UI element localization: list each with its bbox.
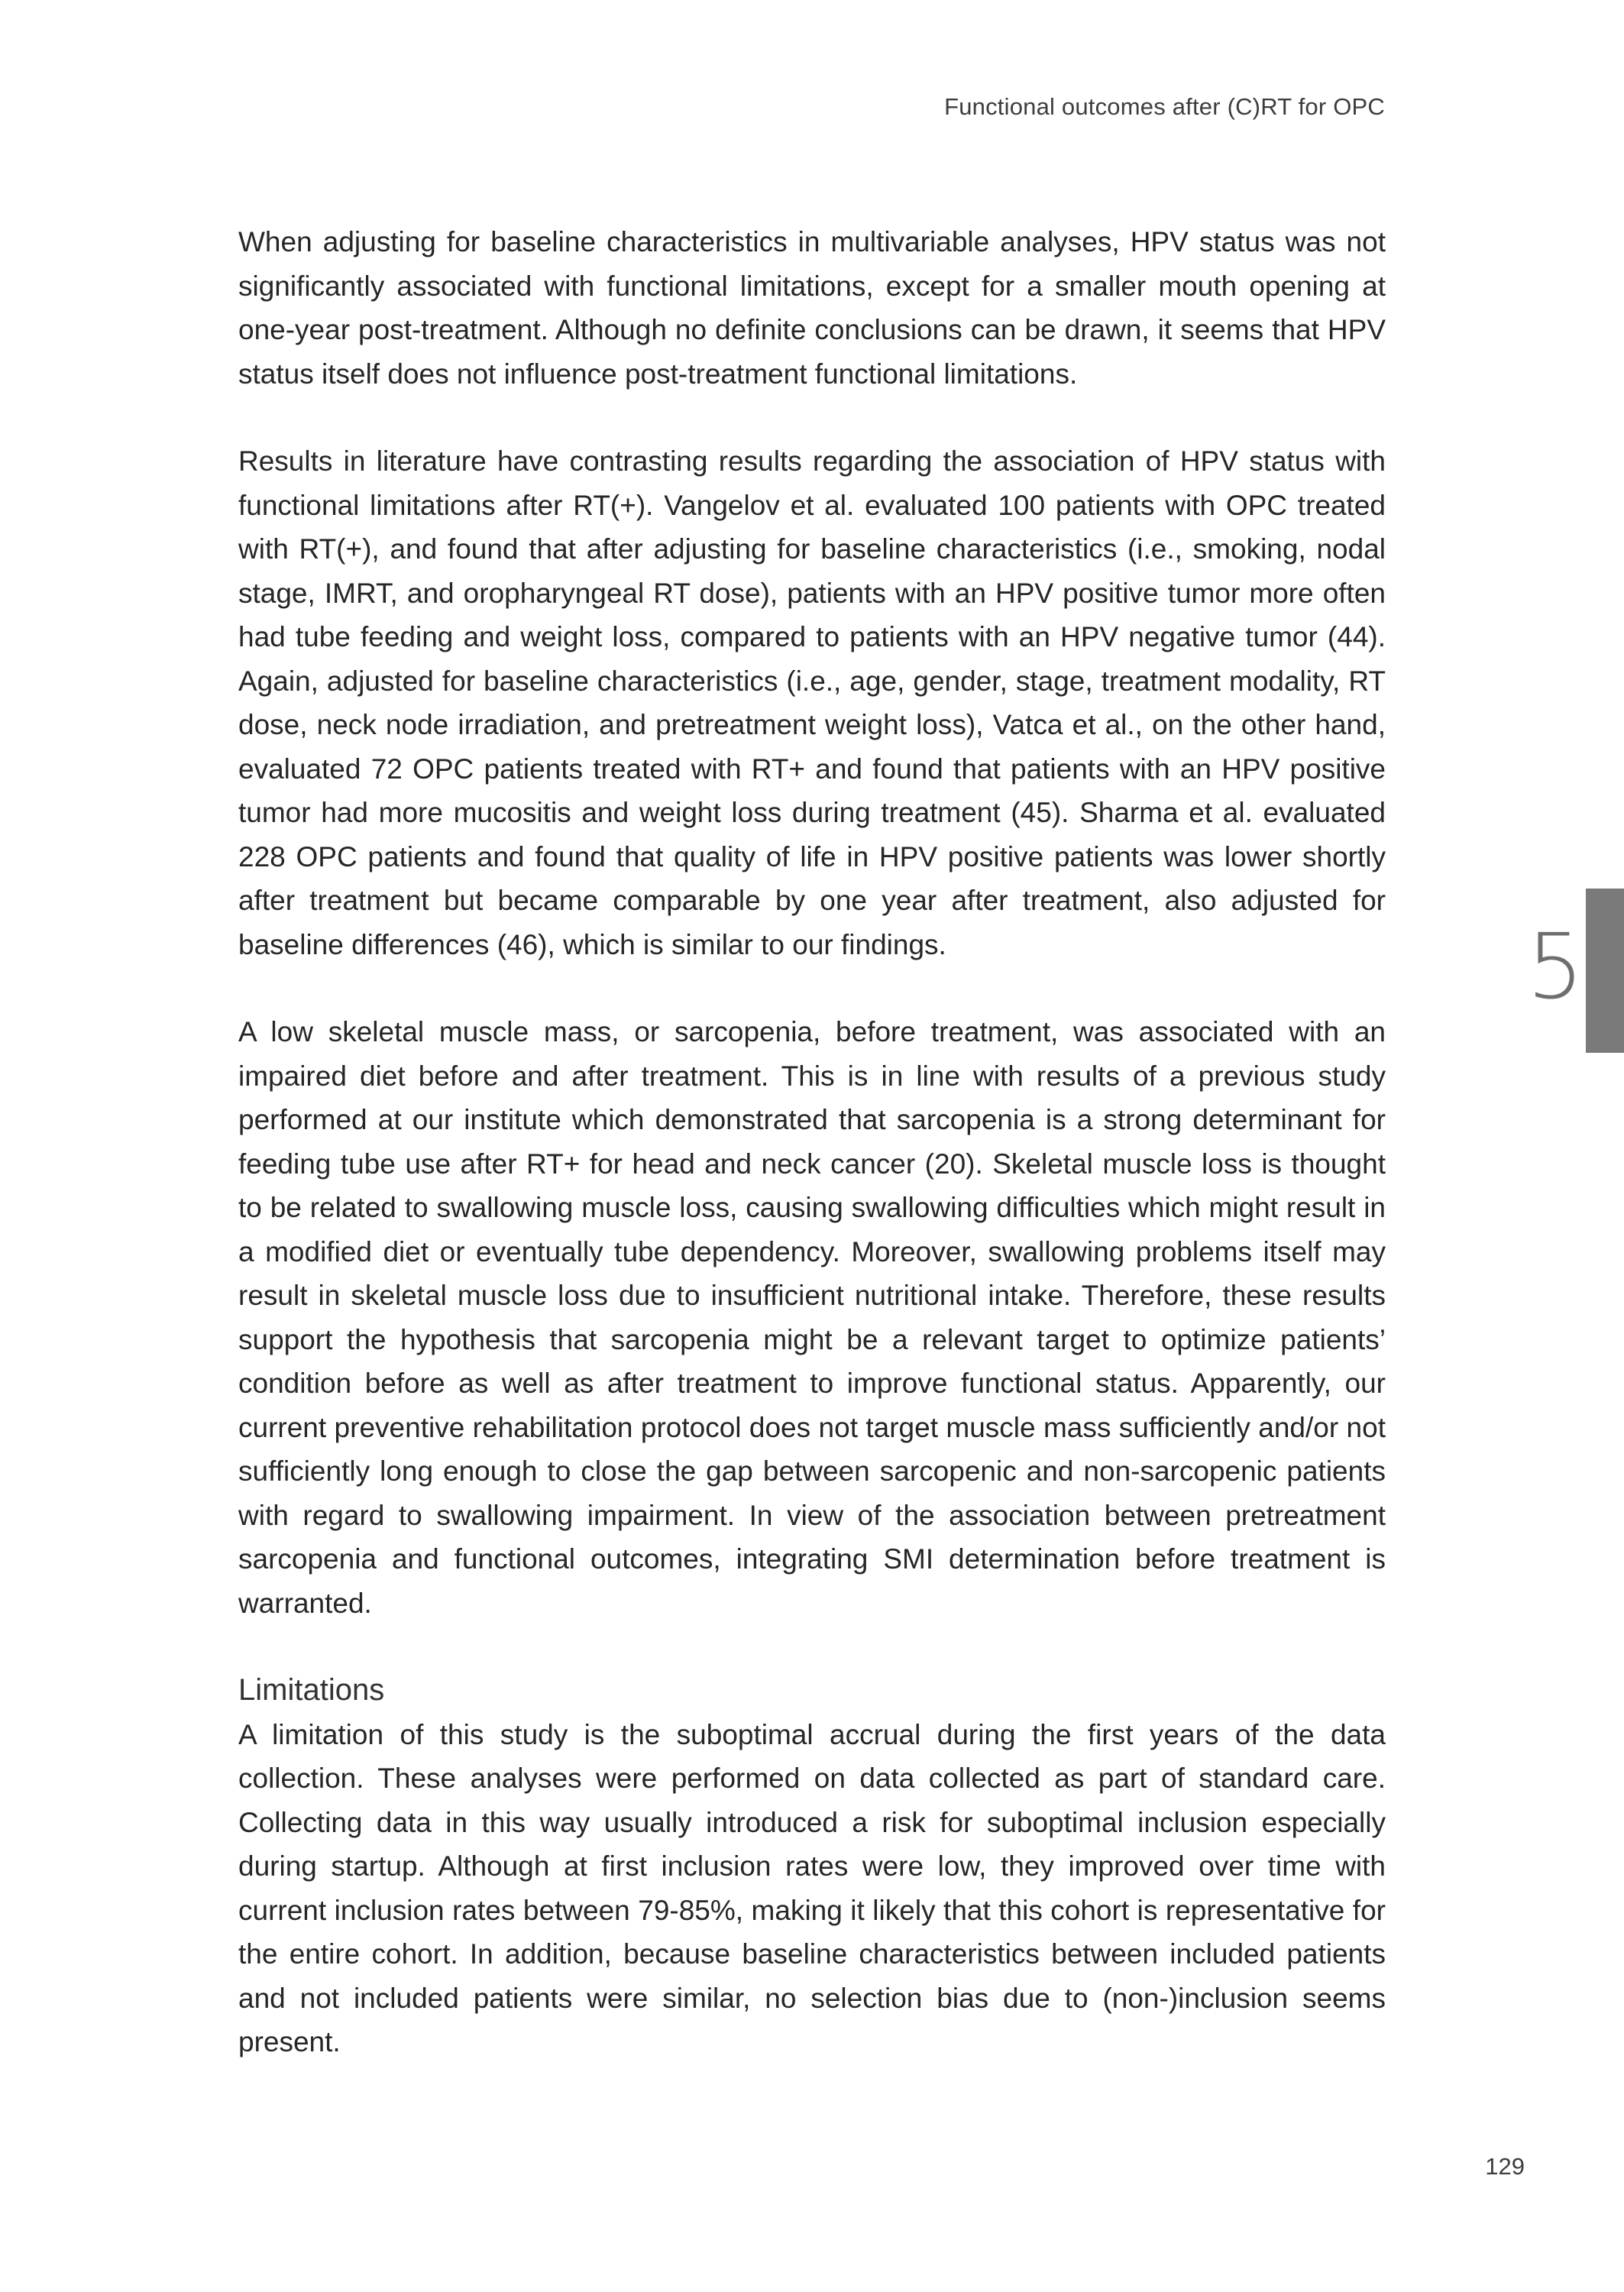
chapter-number: 5 xyxy=(1526,914,1584,1019)
paragraph-limitations: A limitation of this study is the suboptimal accrual during the first years of the data collection. These analyses were performed on data collected as part of standard care. Collecting data in this way usually introduced a risk for suboptimal inclusion especially during startup. Although at first inclusion rates were low, they improved over time with current inclusion rates between 79-85%, making it likely that this cohort is representative for the entire cohort. In addition, because baseline characteristics between included patients and not included patients were similar, no selection bias due to (non-)inclusion seems present. xyxy=(238,1718,1386,2057)
body-text xyxy=(238,220,1386,2064)
paragraph-hpv-adjustment: When adjusting for baseline characteristics in multivariable analyses, HPV status was not significantly associated with functional limitations, except for a smaller mouth opening at one-year post-treatment. Although no definite conclusions can be drawn, it seems that HPV status itself does not influence post-treatment functional limitations. xyxy=(238,226,1386,390)
paragraph-sarcopenia: A low skeletal muscle mass, or sarcopenia, before treatment, was associated with an impaired diet before and after treatment. This is in line with results of a previous study performed at our institute which demonstrated that sarcopenia is a strong determinant for feeding tube use after RT+ for head and neck cancer (20). Skeletal muscle loss is thought to be related to swallowing muscle loss, causing swallowing difficulties which might result in a modified diet or eventually tube dependency. Moreover, swallowing problems itself may result in skeletal muscle loss due to insufficient nutritional intake. Therefore, these results support the hypothesis that sarcopenia might be a relevant target to optimize patients’ condition before as well as after treatment to improve functional status. Apparently, our current preventive rehabilitation protocol does not target muscle mass sufficiently and/or not sufficiently long enough to close the gap between sarcopenic and non-sarcopenic patients with regard to swallowing impairment. In view of the association between pretreatment sarcopenia and functional outcomes, integrating SMI determination before treatment is warranted. xyxy=(238,1016,1386,1619)
page-number: 129 xyxy=(1485,2153,1525,2180)
running-header: Functional outcomes after (C)RT for OPC xyxy=(944,93,1385,120)
chapter-thumb-tab xyxy=(1586,889,1624,1053)
limitations-heading: Limitations xyxy=(238,1673,385,1707)
paragraph-literature-comparison: Results in literature have contrasting results regarding the association of HPV status with functional limitations after RT(+). Vangelov et al. evaluated 100 patients with OPC treated with RT(+), and found that after adjusting for baseline characteristics (i.e., smoking, nodal stage, IMRT, and oropharyngeal RT dose), patients with an HPV positive tumor more often had tube feeding and weight loss, compared to patients with an HPV negative tumor (44). Again, adjusted for baseline characteristics (i.e., age, gender, stage, treatment modality, RT dose, neck node irradiation, and pretreatment weight loss), Vatca et al., on the other hand, evaluated 72 OPC patients treated with RT+ and found that patients with an HPV positive tumor had more mucositis and weight loss during treatment (45). Sharma et al. evaluated 228 OPC patients and found that quality of life in HPV positive patients was lower shortly after treatment but became comparable by one year after treatment, also adjusted for baseline differences (46), which is similar to our findings. xyxy=(238,445,1386,960)
